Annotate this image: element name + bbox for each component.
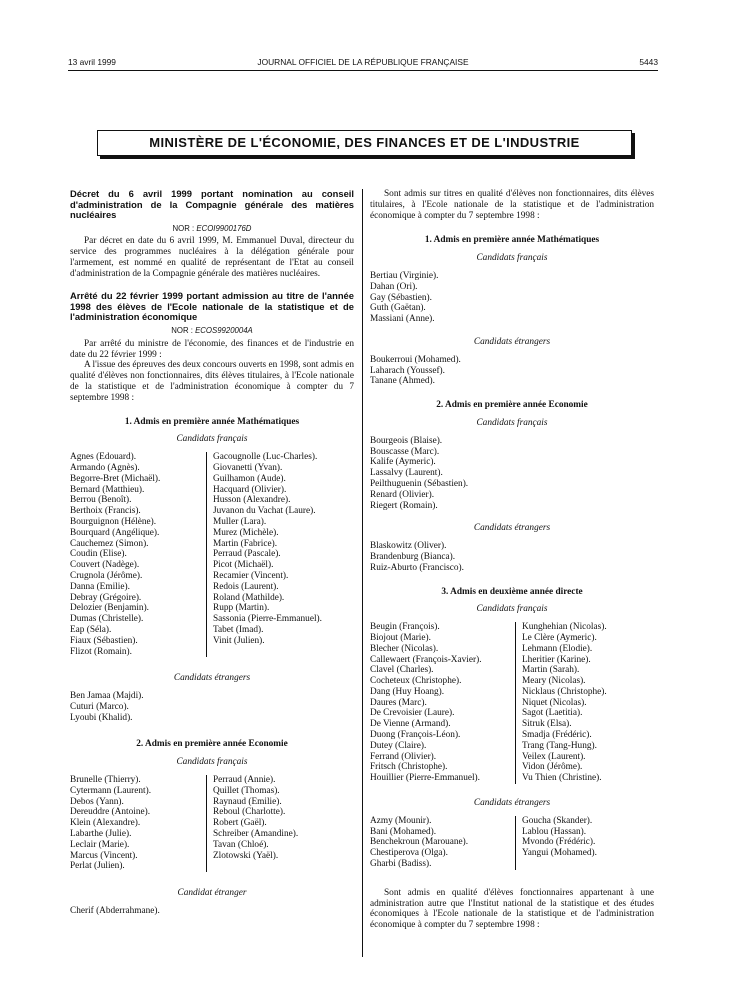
name-entry: Peilthuguenin (Sébastien). <box>370 478 469 489</box>
name-entry: Muller (Lara). <box>213 516 267 527</box>
right-section-1-fr-label: Candidats français <box>476 253 548 264</box>
name-entry: Gay (Sébastien). <box>370 292 432 303</box>
name-entry: Tavan (Chloé). <box>213 839 269 850</box>
name-entry: Perraud (Pascale). <box>213 549 281 560</box>
name-entry: Perlat (Julien). <box>70 861 125 872</box>
name-entry: Roland (Mathilde). <box>213 592 285 603</box>
name-entry: Ruiz-Aburto (Francisco). <box>370 562 464 573</box>
name-entry: Delozier (Benjamin). <box>70 603 149 614</box>
arrete-para-1: Par arrêté du ministre de l'économie, des finances et de l'industrie en date du 22 février 1999 : <box>70 338 354 360</box>
name-entry: Fritsch (Christophe). <box>370 762 448 773</box>
name-entry: Meary (Nicolas). <box>522 676 586 687</box>
name-column <box>370 622 515 784</box>
name-entry: Robert (Gaël). <box>213 818 267 829</box>
right-section-3-fr-list <box>370 622 654 784</box>
name-entry: Marcus (Vincent). <box>70 850 138 861</box>
header-journal-title: JOURNAL OFFICIEL DE LA RÉPUBLIQUE FRANÇAISE <box>257 57 469 67</box>
right-section-1-et-label: Candidats étrangers <box>473 336 551 347</box>
name-entry: Riegert (Romain). <box>370 500 438 511</box>
name-entry: Sitruk (Elsa). <box>522 719 572 730</box>
right-section-1-fr-list <box>370 271 654 325</box>
name-entry: Coudin (Elise). <box>70 549 127 560</box>
name-entry: Cocheteux (Christophe). <box>370 676 462 687</box>
name-entry: Tabet (Imad). <box>213 624 264 635</box>
name-entry: Giovanetti (Yvan). <box>213 462 283 473</box>
right-para-1: Sont admis sur titres en qualité d'élèves non fonctionnaires, dits élèves titulaires, à l'Ecole nationale de la statistique et de l'administration économique à compter du 7 septembre 1998 : <box>370 189 654 221</box>
name-entry: Renard (Olivier). <box>370 489 435 500</box>
name-entry: Biojout (Marie). <box>370 632 431 643</box>
right-section-1-title: 1. Admis en première année Mathématiques <box>424 235 600 246</box>
name-entry: Dereuddre (Antoine). <box>70 807 151 818</box>
name-column <box>515 622 654 784</box>
name-entry: Beugin (François). <box>370 622 440 633</box>
name-entry: Hacquard (Olivier). <box>213 484 287 495</box>
name-entry: Tanane (Ahmed). <box>370 376 435 387</box>
name-entry: Daures (Marc). <box>370 697 427 708</box>
left-section-2-fr-list <box>70 775 354 872</box>
name-entry: Bourquard (Angélique). <box>70 527 160 538</box>
name-entry: Smadja (Frédéric). <box>522 730 592 741</box>
name-entry: Vidon (Jérôme). <box>522 762 583 773</box>
name-entry: Martin (Fabrice). <box>213 538 278 549</box>
name-entry: Lehmann (Elodie). <box>522 643 593 654</box>
arrete-title: Arrêté du 22 février 1999 portant admission au titre de l'année 1998 des élèves de l'Ecole nationale de la statistique et de l'administration économique <box>70 290 354 323</box>
name-entry: De Vienne (Armand). <box>370 719 451 730</box>
left-section-2-et-list <box>70 906 354 917</box>
right-section-3-et-list <box>370 816 654 870</box>
name-entry: Lassalvy (Laurent). <box>370 468 443 479</box>
arrete-nor-label: NOR : <box>171 325 193 335</box>
name-column <box>370 816 515 870</box>
name-entry: Chestiperova (Olga). <box>370 848 448 859</box>
decret-nor <box>70 224 354 235</box>
name-entry: Berrou (Benoît). <box>70 495 132 506</box>
name-entry: Boukerroui (Mohamed). <box>370 354 461 365</box>
name-entry: Ferrand (Olivier). <box>370 751 437 762</box>
left-section-2-fr-label: Candidats français <box>176 757 248 768</box>
name-entry: Bertiau (Virginie). <box>370 270 439 281</box>
name-column <box>515 816 654 870</box>
name-entry: Eap (Séla). <box>70 624 112 635</box>
name-entry: Houillier (Pierre-Emmanuel). <box>370 773 480 784</box>
name-entry: Rupp (Martin). <box>213 603 270 614</box>
name-column <box>206 775 354 872</box>
name-column <box>70 452 206 657</box>
right-section-3-et-label: Candidats étrangers <box>473 798 551 809</box>
name-entry: Brunelle (Thierry). <box>70 775 141 786</box>
ministry-banner: MINISTÈRE DE L'ÉCONOMIE, DES FINANCES ET DE L'INDUSTRIE <box>97 130 632 156</box>
name-entry: Ben Jamaa (Majdi). <box>70 691 144 702</box>
name-entry: Trang (Tang-Hung). <box>522 740 597 751</box>
right-column <box>370 189 654 931</box>
name-entry: Cytermann (Laurent). <box>70 785 152 796</box>
name-entry: Vu Thien (Christine). <box>522 773 602 784</box>
name-entry: Quillet (Thomas). <box>213 785 280 796</box>
name-entry: Clavel (Charles). <box>370 665 434 676</box>
name-entry: Debos (Yann). <box>70 796 124 807</box>
header-page-number: 5443 <box>639 57 658 67</box>
name-entry: Martin (Sarah). <box>522 665 580 676</box>
name-entry: Dahan (Ori). <box>370 281 418 292</box>
name-entry: Sassonia (Pierre-Emmanuel). <box>213 614 322 625</box>
name-entry: Vinit (Julien). <box>213 635 265 646</box>
name-entry: Massiani (Anne). <box>370 314 435 325</box>
decret-nor-label: NOR : <box>172 223 195 233</box>
name-entry: Laharach (Youssef). <box>370 365 445 376</box>
name-entry: Bourguignon (Hélène). <box>70 516 157 527</box>
right-section-2-et-label: Candidats étrangers <box>473 523 551 534</box>
header-rule <box>68 70 658 71</box>
name-entry: Gharbi (Badiss). <box>370 859 432 870</box>
decret-nor-code: ECOI9900176D <box>196 223 252 233</box>
name-entry: Azmy (Mounir). <box>370 815 432 826</box>
left-section-1-et-label: Candidats étrangers <box>173 673 251 684</box>
name-entry: Guilhamon (Aude). <box>213 473 286 484</box>
left-section-1-fr-list <box>70 452 354 657</box>
name-entry: Dutey (Claire). <box>370 740 427 751</box>
name-entry: Labarthe (Julie). <box>70 829 132 840</box>
column-divider <box>362 189 363 957</box>
name-entry: Danna (Emilie). <box>70 581 130 592</box>
name-entry: Nicklaus (Christophe). <box>522 686 607 697</box>
name-entry: Begorre-Bret (Michaël). <box>70 473 161 484</box>
name-entry: Lheritier (Karine). <box>522 654 591 665</box>
name-column <box>206 452 354 657</box>
right-section-1-et-list <box>370 355 654 387</box>
name-entry: Schreiber (Amandine). <box>213 829 299 840</box>
name-entry: Redois (Laurent). <box>213 581 279 592</box>
name-entry: Klein (Alexandre). <box>70 818 141 829</box>
name-entry: Blaskowitz (Oliver). <box>370 541 447 552</box>
name-entry: Berthoix (Francis). <box>70 506 141 517</box>
name-column <box>70 775 206 872</box>
name-entry: Cauchemez (Simon). <box>70 538 149 549</box>
arrete-nor <box>70 326 354 337</box>
name-entry: Bernard (Matthieu). <box>70 484 145 495</box>
name-entry: Le Clère (Aymeric). <box>522 632 597 643</box>
right-section-2-fr-label: Candidats français <box>476 417 548 428</box>
name-entry: Dumas (Christelle). <box>70 614 144 625</box>
name-entry: Raynaud (Emilie). <box>213 796 282 807</box>
name-entry: Armando (Agnès). <box>70 462 140 473</box>
name-entry: Veilex (Laurent). <box>522 751 586 762</box>
header-date: 13 avril 1999 <box>68 57 116 67</box>
name-entry: Flizot (Romain). <box>70 646 132 657</box>
name-entry: Reboul (Charlotte). <box>213 807 286 818</box>
name-entry: Cherif (Abderrahmane). <box>70 906 160 917</box>
right-section-2-fr-list <box>370 436 654 512</box>
name-entry: Cuturi (Marco). <box>70 701 129 712</box>
arrete-nor-code: ECOS9920004A <box>195 325 253 335</box>
name-entry: Gacougnolle (Luc-Charles). <box>213 452 318 463</box>
right-section-3-title: 3. Admis en deuxième année directe <box>441 586 583 597</box>
decret-body: Par décret en date du 6 avril 1999, M. Emmanuel Duval, directeur du service des programmes nucléaires à la délégation générale pour l'armement, est nommé en qualité de représentant de l'Etat au conseil d'administration de la Compagnie générale des matières nucléaires. <box>70 236 354 279</box>
name-entry: Yangui (Mohamed). <box>522 848 597 859</box>
name-entry: Mvondo (Frédéric). <box>522 837 596 848</box>
right-para-2: Sont admis en qualité d'élèves fonctionnaires appartenant à une administration autre que l'Institut national de la statistique et des études économiques à l'Ecole nationale de la statistique et de l'administration économique à compter du 7 septembre 1998 : <box>370 887 654 931</box>
name-entry: Recamier (Vincent). <box>213 570 289 581</box>
name-entry: Husson (Alexandre). <box>213 495 291 506</box>
name-entry: Bouscasse (Marc). <box>370 446 440 457</box>
left-section-2-et-label: Candidat étranger <box>177 888 247 899</box>
name-entry: Dang (Huy Hoang). <box>370 686 445 697</box>
right-section-2-et-list <box>370 541 654 573</box>
name-entry: Bani (Mohamed). <box>370 826 437 837</box>
name-entry: Bourgeois (Blaise). <box>370 435 443 446</box>
name-entry: Niquet (Nicolas). <box>522 697 587 708</box>
name-entry: Fiaux (Sébastien). <box>70 635 138 646</box>
name-entry: Juvanon du Vachat (Laure). <box>213 506 316 517</box>
left-section-1-title: 1. Admis en première année Mathématiques <box>124 416 300 427</box>
right-section-2-title: 2. Admis en première année Economie <box>436 400 588 411</box>
name-entry: Brandenburg (Bianca). <box>370 551 456 562</box>
name-entry: Duong (François-Léon). <box>370 730 461 741</box>
name-entry: Kalife (Aymeric). <box>370 457 436 468</box>
name-entry: Agnes (Edouard). <box>70 452 137 463</box>
name-entry: Crugnola (Jérôme). <box>70 570 143 581</box>
name-entry: Lablou (Hassan). <box>522 826 587 837</box>
left-section-1-fr-label: Candidats français <box>176 434 248 445</box>
name-entry: Lyoubi (Khalid). <box>70 712 133 723</box>
name-entry: Guth (Gaëtan). <box>370 303 426 314</box>
running-header <box>68 57 658 69</box>
left-section-2-title: 2. Admis en première année Economie <box>136 739 288 750</box>
decret-title: Décret du 6 avril 1999 portant nomination au conseil d'administration de la Compagnie générale des matières nucléaires <box>70 188 354 220</box>
name-entry: Perraud (Annie). <box>213 775 276 786</box>
name-entry: Callewaert (François-Xavier). <box>370 654 482 665</box>
arrete-para-2: A l'issue des épreuves des deux concours ouverts en 1998, sont admis en qualité d'élèves non fonctionnaires, dits élèves titulaires, à l'Ecole nationale de la statistique et de l'administration économique à compter du 7 septembre 1998 : <box>70 360 354 403</box>
name-entry: Leclair (Marie). <box>70 839 130 850</box>
name-entry: Goucha (Skander). <box>522 815 593 826</box>
name-entry: Benchekroun (Marouane). <box>370 837 469 848</box>
name-entry: De Crevoisier (Laure). <box>370 708 455 719</box>
name-entry: Picot (Michaël). <box>213 560 274 571</box>
name-entry: Couvert (Nadège). <box>70 560 140 571</box>
name-entry: Kunghehian (Nicolas). <box>522 622 607 633</box>
name-entry: Murez (Michèle). <box>213 527 279 538</box>
right-section-3-fr-label: Candidats français <box>476 604 548 615</box>
left-column <box>70 189 354 917</box>
name-entry: Zlotowski (Yaël). <box>213 850 279 861</box>
name-entry: Debray (Grégoire). <box>70 592 142 603</box>
left-section-1-et-list <box>70 691 354 723</box>
name-entry: Sagot (Laetitia). <box>522 708 583 719</box>
name-entry: Blecher (Nicolas). <box>370 643 439 654</box>
